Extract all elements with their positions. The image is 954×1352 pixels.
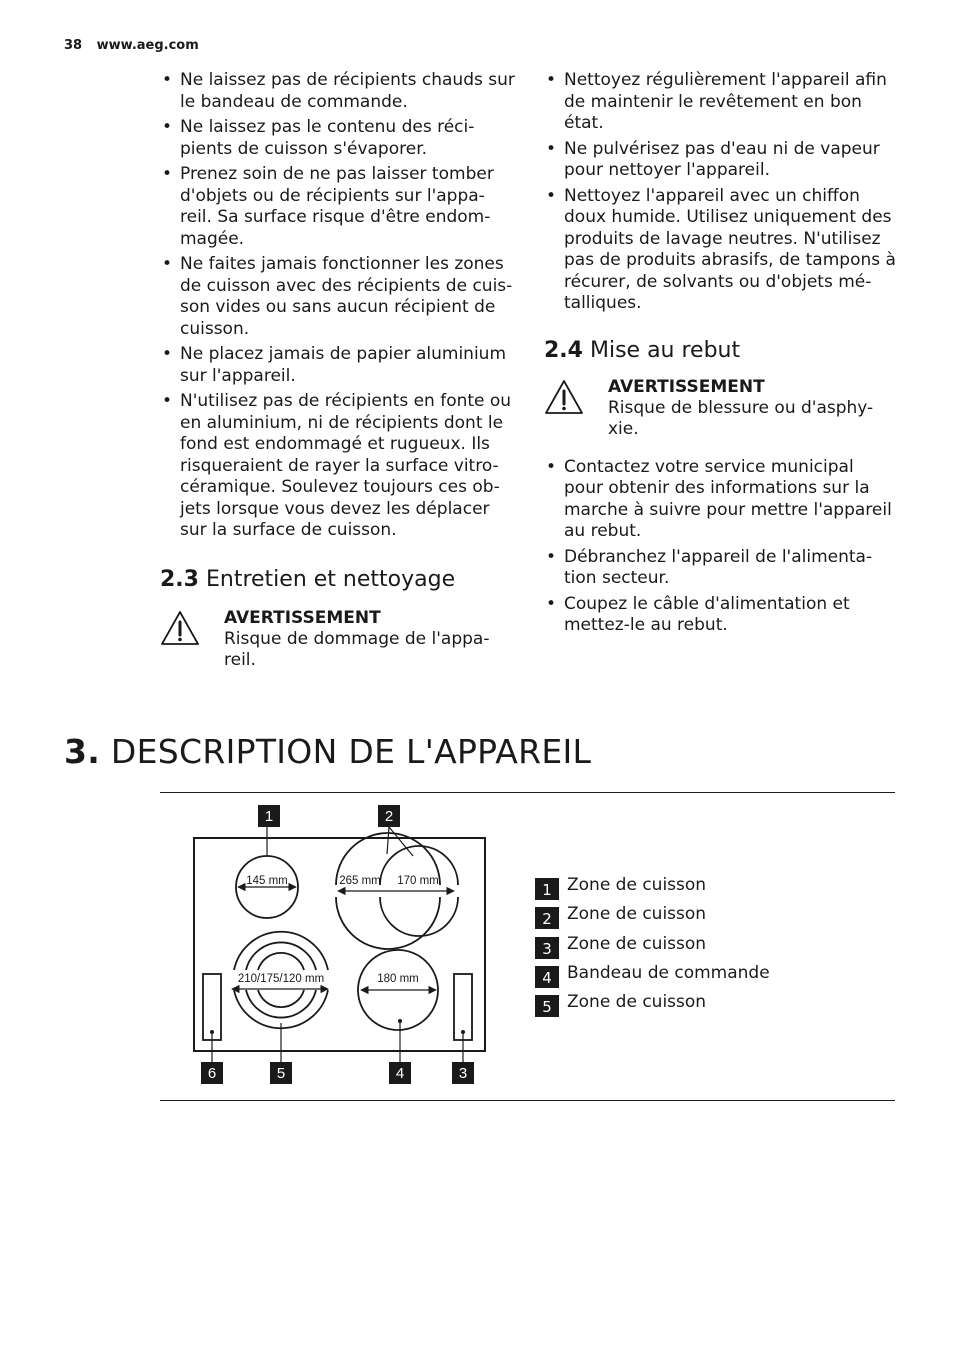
zone4-dimension: 180 mm xyxy=(377,973,419,985)
hob-outline xyxy=(194,838,485,1051)
zone5-dimension: 210/175/120 mm xyxy=(237,973,325,985)
warning-triangle-icon xyxy=(160,610,200,646)
list-item: • Nettoyez l'appareil avec un chiffon doux humide. Utilisez uniquement des produits de lavage neutres. N'utilisez pas de produits abrasifs, de tampons à récurer, de solvants ou d'objets mé-talliques. xyxy=(544,186,896,315)
legend-label: Zone de cuisson xyxy=(567,904,707,925)
legend-item xyxy=(535,874,770,903)
svg-text:5: 5 xyxy=(276,1065,286,1082)
list-item: • Ne laissez pas de récipients chauds sur le bandeau de commande. xyxy=(160,70,516,113)
list-item: • Ne placez jamais de papier aluminium sur l'appareil. xyxy=(160,344,516,387)
cooking-zone-2 xyxy=(336,827,458,949)
chapter-number: 3. xyxy=(64,732,101,771)
legend-number: 5 xyxy=(535,995,559,1017)
left-column xyxy=(160,70,516,672)
callout-badge-1 xyxy=(258,805,280,827)
list-item: • Contactez votre service municipal pour obtenir des informations sur la marche à suivre pour mettre l'appareil au rebut. xyxy=(544,457,896,543)
right-column xyxy=(544,70,896,641)
callout-badge-2 xyxy=(378,805,400,827)
legend-number: 1 xyxy=(535,878,559,900)
list-item: • Prenez soin de ne pas laisser tomber d'objets ou de récipients sur l'appa-reil. Sa surface risque d'être endom-magée. xyxy=(160,164,516,250)
warning-triangle-icon xyxy=(544,379,584,415)
section-number: 2.4 xyxy=(544,337,583,363)
cooking-zone-5 xyxy=(232,932,328,1062)
legend-label: Bandeau de commande xyxy=(567,962,770,983)
zone1-dimension: 145 mm xyxy=(246,875,288,887)
legend-number: 2 xyxy=(535,907,559,929)
list-item: • Débranchez l'appareil de l'alimenta-tion secteur. xyxy=(544,547,896,590)
warning-block-2-4 xyxy=(544,377,896,441)
site-url[interactable]: www.aeg.com xyxy=(96,38,199,53)
top-divider xyxy=(160,792,895,793)
list-item: • Coupez le câble d'alimentation et mettez-le au rebut. xyxy=(544,594,896,637)
svg-text:1: 1 xyxy=(264,808,274,825)
list-item: • N'utilisez pas de récipients en fonte ou en aluminium, ni de récipients dont le fond est endommagé et rugueux. Ils risqueraient de rayer la surface vitro-céramique. Soulevez toujours ces ob-jets lorsque vous devez les déplacer sur la surface de cuisson. xyxy=(160,391,516,542)
zone2-dimension-inner: 170 mm xyxy=(397,875,439,887)
legend-label: Zone de cuisson xyxy=(567,992,707,1013)
page-number: 38 xyxy=(64,38,83,53)
section-title: Entretien et nettoyage xyxy=(205,566,456,592)
section-2-3-heading xyxy=(160,566,516,594)
warning-text: Risque de blessure ou d'asphy-xie. xyxy=(608,397,874,439)
legend-item xyxy=(535,962,770,991)
bottom-divider xyxy=(160,1100,895,1101)
callout-badge-4 xyxy=(389,1062,411,1084)
legend-number: 4 xyxy=(535,966,559,988)
warning-block-2-3 xyxy=(160,608,516,672)
svg-text:4: 4 xyxy=(395,1065,405,1082)
control-panel-left xyxy=(203,974,221,1062)
legend-number: 3 xyxy=(535,937,559,959)
legend-label: Zone de cuisson xyxy=(567,933,707,954)
list-item: • Nettoyez régulièrement l'appareil afin de maintenir le revêtement en bon état. xyxy=(544,70,896,135)
legend-item xyxy=(535,991,770,1020)
warning-title: AVERTISSEMENT xyxy=(608,376,765,397)
legend-label: Zone de cuisson xyxy=(567,875,707,895)
section-2-4-heading xyxy=(544,337,896,365)
svg-text:6: 6 xyxy=(207,1065,217,1082)
section-title: Mise au rebut xyxy=(589,337,741,363)
list-item: • Ne pulvérisez pas d'eau ni de vapeur pour nettoyer l'appareil. xyxy=(544,139,896,182)
list-item: • Ne faites jamais fonctionner les zones de cuisson avec des récipients de cuis-son vides ou sans aucun récipient de cuisson. xyxy=(160,254,516,340)
svg-text:3: 3 xyxy=(458,1065,468,1082)
svg-text:2: 2 xyxy=(384,808,394,825)
warning-text: Risque de dommage de l'appa-reil. xyxy=(224,628,490,670)
chapter-title: DESCRIPTION DE L'APPAREIL xyxy=(110,732,592,771)
left-bullet-list xyxy=(160,70,516,542)
right-bullet-list-bottom xyxy=(544,457,896,637)
warning-title: AVERTISSEMENT xyxy=(224,607,381,628)
hob-diagram xyxy=(160,800,500,1095)
list-item: • Ne laissez pas le contenu des réci-pients de cuisson s'évaporer. xyxy=(160,117,516,160)
cooking-zone-1 xyxy=(236,827,298,918)
diagram-legend xyxy=(535,874,770,1020)
chapter-3-heading xyxy=(64,732,591,771)
legend-item xyxy=(535,933,770,962)
control-panel-right xyxy=(454,974,472,1062)
page-header xyxy=(64,38,199,53)
callout-badge-6 xyxy=(201,1062,223,1084)
section-number: 2.3 xyxy=(160,566,199,592)
callout-badge-3 xyxy=(452,1062,474,1084)
zone2-dimension-outer: 265 mm xyxy=(339,875,381,887)
right-bullet-list-top xyxy=(544,70,896,315)
cooking-zone-4 xyxy=(358,950,438,1062)
legend-item xyxy=(535,903,770,932)
callout-badge-5 xyxy=(270,1062,292,1084)
